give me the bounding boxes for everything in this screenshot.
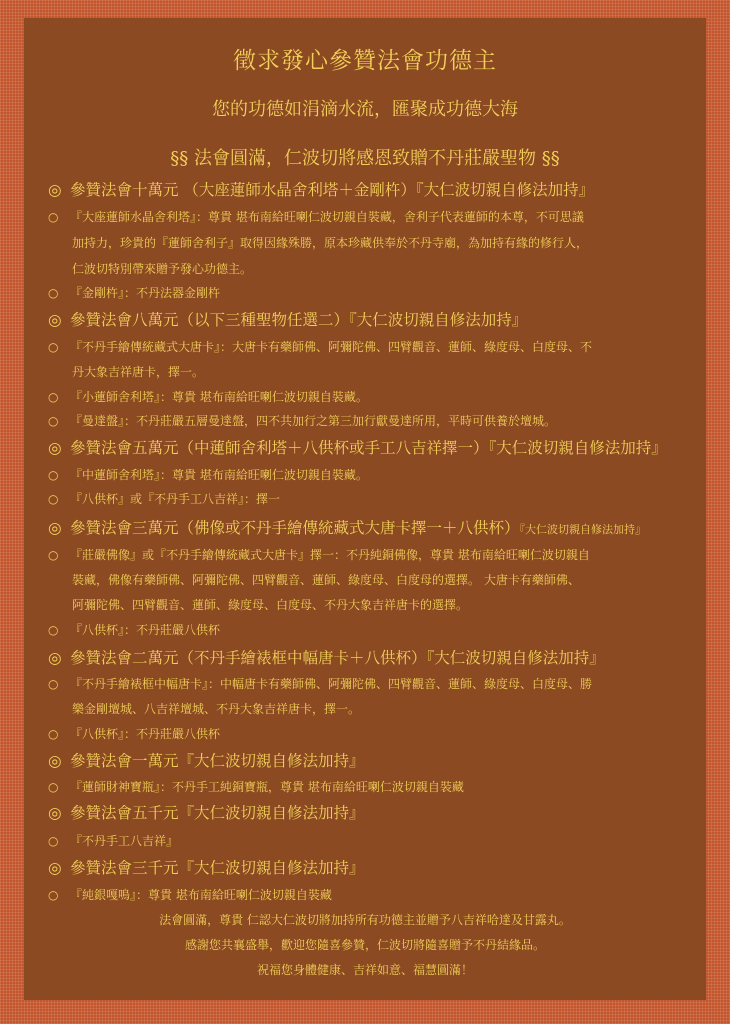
note-line: ○ 『小蓮師舍利塔』：尊貴 堪布南給旺喇仁波切親自裝藏。 — [48, 390, 368, 404]
note-continuation: 加持力，珍貴的『蓮師舍利子』取得因緣殊勝，原本珍藏供奉於不丹寺廟，為加持有緣的修行人， — [72, 236, 589, 250]
double-circle-icon: ◎ — [48, 439, 62, 457]
note-continuation: 仁波切特別帶來贈予發心功德主。 — [72, 262, 253, 276]
note-line: ○ 『八供杯』：不丹莊嚴八供杯 — [48, 623, 221, 637]
note-line: ○ 『曼達盤』：不丹莊嚴五層曼達盤，四不共加行之第三加行獻曼達所用，平時可供養於壇城。 — [48, 414, 557, 428]
note-line: ○ 『金剛杵』：不丹法器金剛杵 — [48, 286, 221, 300]
double-circle-icon: ◎ — [48, 519, 62, 537]
circle-icon: ○ — [48, 468, 59, 482]
tier-10k: ◎ 參贊法會一萬元『大仁波切親自修法加持』 — [48, 752, 365, 770]
note-line: ○ 『純銀嘎嗚』：尊貴 堪布南給旺喇仁波切親自裝藏 — [48, 888, 332, 902]
page-title: 徵求發心參贊法會功德主 — [233, 48, 497, 74]
note-line: ○ 『莊嚴佛像』或『不丹手繪傳統藏式大唐卡』擇一：不丹純銅佛像，尊貴 堪布南給旺喇仁波切親自 — [48, 548, 590, 562]
circle-icon: ○ — [48, 727, 59, 741]
note-line: ○ 『蓮師財神寶瓶』：不丹手工純銅寶瓶，尊貴 堪布南給旺喇仁波切親自裝藏 — [48, 780, 464, 794]
tier-30k: ◎ 參贊法會三萬元（佛像或不丹手繪傳統藏式大唐卡擇一＋八供杯）『大仁波切親自修法加持』 — [48, 519, 647, 537]
circle-icon: ○ — [48, 390, 59, 404]
circle-icon: ○ — [48, 492, 59, 506]
circle-icon: ○ — [48, 548, 59, 562]
footer-line-2: 感謝您共襄盛舉，歡迎您隨喜參贊，仁波切將隨喜贈予不丹結緣品。 — [184, 938, 545, 952]
circle-icon: ○ — [48, 834, 59, 848]
note-continuation: 丹大象吉祥唐卡，擇一。 — [72, 365, 205, 379]
tier-80k: ◎ 參贊法會八萬元（以下三種聖物任選二）『大仁波切親自修法加持』 — [48, 311, 528, 329]
double-circle-icon: ◎ — [48, 181, 62, 199]
note-line: ○ 『八供杯』：不丹莊嚴八供杯 — [48, 727, 221, 741]
tier-100k: ◎ 參贊法會十萬元 （大座蓮師水晶舍利塔＋金剛杵）『大仁波切親自修法加持』 — [48, 181, 595, 199]
note-continuation: 阿彌陀佛、四臂觀音、蓮師、綠度母、白度母、不丹大象吉祥唐卡的選擇。 — [72, 598, 469, 612]
page-subtitle: 您的功德如涓滴水流，匯聚成功德大海 — [212, 99, 518, 120]
note-line: ○ 『大座蓮師水晶舍利塔』：尊貴 堪布南給旺喇仁波切親自裝藏，舍利子代表蓮師的本尊，不可思議 — [48, 210, 584, 224]
circle-icon: ○ — [48, 210, 59, 224]
double-circle-icon: ◎ — [48, 311, 62, 329]
poster-panel — [24, 18, 706, 1000]
tier-3k: ◎ 參贊法會三千元『大仁波切親自修法加持』 — [48, 859, 365, 877]
tier-50k: ◎ 參贊法會五萬元（中蓮師舍利塔＋八供杯或手工八吉祥擇一）『大仁波切親自修法加持』 — [48, 439, 667, 457]
note-line: ○ 『八供杯』或『不丹手工八吉祥』：擇一 — [48, 492, 281, 506]
note-line: ○ 『不丹手繪傳統藏式大唐卡』：大唐卡有藥師佛、阿彌陀佛、四臂觀音、蓮師、綠度母、白度母、不 — [48, 340, 593, 354]
circle-icon: ○ — [48, 414, 59, 428]
circle-icon: ○ — [48, 286, 59, 300]
note-line: ○ 『不丹手工八吉祥』 — [48, 834, 179, 848]
double-circle-icon: ◎ — [48, 752, 62, 770]
footer-line-1: 法會圓滿，尊貴 仁認大仁波切將加持所有功德主並贈予八吉祥哈達及甘露丸。 — [159, 913, 571, 927]
footer-line-3: 祝福您身體健康、吉祥如意、福慧圓滿！ — [256, 963, 473, 977]
note-line: ○ 『中蓮師舍利塔』：尊貴 堪布南給旺喇仁波切親自裝藏。 — [48, 468, 368, 482]
note-continuation: 樂金剛壇城、八吉祥壇城、不丹大象吉祥唐卡，擇一。 — [72, 702, 361, 716]
circle-icon: ○ — [48, 780, 59, 794]
circle-icon: ○ — [48, 623, 59, 637]
tier-5k: ◎ 參贊法會五千元『大仁波切親自修法加持』 — [48, 804, 365, 822]
note-continuation: 裝藏，佛像有藥師佛、阿彌陀佛、四臂觀音、蓮師、綠度母、白度母的選擇。 大唐卡有藥師佛、 — [72, 573, 580, 587]
double-circle-icon: ◎ — [48, 649, 62, 667]
double-circle-icon: ◎ — [48, 804, 62, 822]
circle-icon: ○ — [48, 677, 59, 691]
note-line: ○ 『不丹手繪裱框中幅唐卡』：中幅唐卡有藥師佛、阿彌陀佛、四臂觀音、蓮師、綠度母、白度母、勝 — [48, 677, 593, 691]
page-subtitle-2: §§ 法會圓滿，仁波切將感恩致贈不丹莊嚴聖物 §§ — [170, 148, 560, 169]
tier-20k: ◎ 參贊法會二萬元（不丹手繪裱框中幅唐卡＋八供杯）『大仁波切親自修法加持』 — [48, 649, 605, 667]
double-circle-icon: ◎ — [48, 859, 62, 877]
circle-icon: ○ — [48, 888, 59, 902]
circle-icon: ○ — [48, 340, 59, 354]
